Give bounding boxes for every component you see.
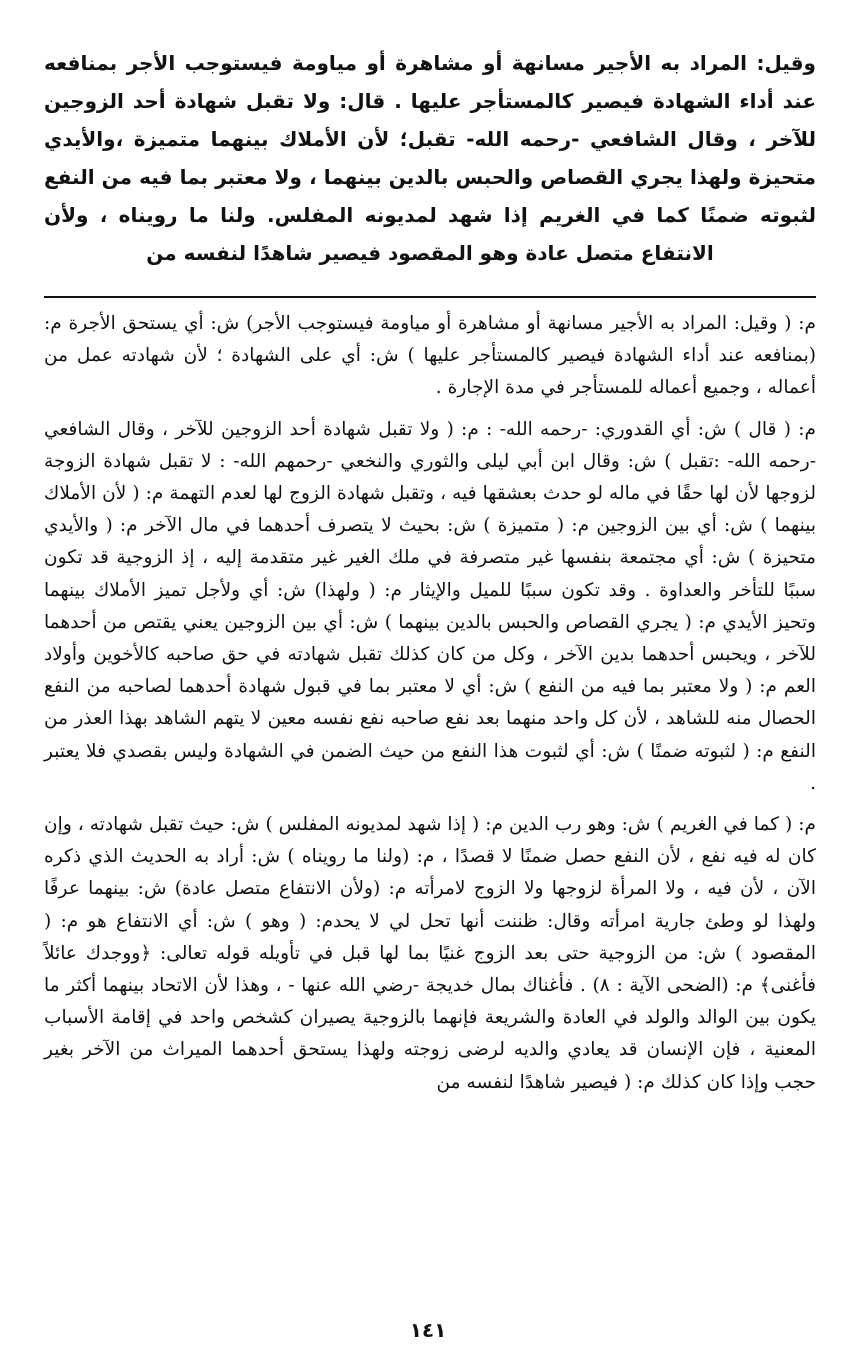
commentary-text: م: ( كما في الغريم ) ش: وهو رب الدين م: ( إذا شهد لمديونه المفلس ) ش: حيث تقبل شهادته ، وإن كان له فيه نفع ، لأن النفع حصل ضمنًا لا قصدًا ، م: (ولنا ما رويناه ) ش: أراد به الحديث الذي ذكره الآن ، لأن فيه ، ولا المرأة لزوجها ولا الزوج لامرأته م: (ولأن الانتفاع متصل عادة) ش: بينهما عرفًا ولهذا لو وطئ جارية امرأته وقال: ظننت أنها تحل لي لا يحدم: ( وهو ) ش: أي الانتفاع هو م: ( المقصود ) ش: من الزوجية حتى بعد الزوج غنيًا بما لها قبل في تأويله قوله تعالى: ﴿ووجدك عائلاً فأغنى﴾ م: (الضحى الآية : ٨) . فأغناك بمال خديجة -رضي الله عنها - ، وهذا لأن الاتحاد بينهما أكثر ما يكون بين الوالد والولد في العادة والشريعة فإنهما بالزوجية يصيران كشخص واحد في إقامة الأسباب المعنية ، فإن الإنسان قد يعادي والديه لرضى زوجته ولهذا يستحق أحدهما الميراث من الآخر بغير حجب وإذا كان كذلك م: ( فيصير شاهدًا لنفسه من [44,814,816,1093]
commentary-block [44,308,816,1108]
main-text-block [44,44,816,272]
commentary-paragraph [44,414,816,800]
page-number: ١٤١ [409,1318,447,1342]
commentary-paragraph [44,308,816,405]
commentary-paragraph [44,809,816,1099]
separator-line [44,296,816,298]
main-text: وقيل: المراد به الأجير مسانهة أو مشاهرة أو مياومة فيستوجب الأجر بمنافعه عند أداء الشهادة فيصير كالمستأجر عليها . قال: ولا تقبل شهادة أحد الزوجين للآخر ، وقال الشافعي -رحمه الله- تقبل؛ لأن الأملاك بينهما متميزة ،والأيدي متحيزة ولهذا يجري القصاص والحبس بالدين بينهما ، ولا معتبر بما فيه من النفع لثبوته ضمنًا كما في الغريم إذا شهد لمديونه المفلس. ولنا ما رويناه ، ولأن الانتفاع متصل عادة وهو المقصود فيصير شاهدًا لنفسه من [44,51,816,265]
commentary-text: م: ( وقيل: المراد به الأجير مسانهة أو مشاهرة أو مياومة فيستوجب الأجر) ش: أي يستحق الأجرة م: (بمنافعه عند أداء الشهادة فيصير كالمستأجر عليها ) ش: أي على الشهادة ؛ لأن شهادته عمل من أعماله ، وجميع أعماله للمستأجر في مدة الإجارة . [44,313,816,399]
commentary-text: م: ( قال ) ش: أي القدوري: -رحمه الله- : م: ( ولا تقبل شهادة أحد الزوجين للآخر ، وقال الشافعي -رحمه الله- :تقبل ) ش: وقال ابن أبي ليلى والثوري والنخعي -رحمهم الله- : لا تقبل شهادة الزوجة لزوجها لأن لها حقًا في ماله لو حدث بعشقها فيه ، وتقبل شهادة الزوج لها لعدم التهمة م: ( لأن الأملاك بينهما ) ش: أي بين الزوجين م: ( متميزة ) ش: بحيث لا يتصرف أحدهما في مال الآخر م: ( والأيدي متحيزة ) ش: أي مجتمعة بنفسها غير متصرفة في ملك الغير غير متقدمة إليه ، إذ الزوجية قد تكون سببًا للتأخر والعداوة . وقد تكون سببًا للميل والإيثار م: ( ولهذا) ش: أي ولأجل تميز الأملاك بينهما وتحيز الأيدي م: ( يجري القصاص والحبس بالدين بينهما ) ش: أي بين الزوجين يعني يقتص من أحدهما للآخر ، ويحبس أحدهما بدين الآخر ، وكل من كان كذلك تقبل شهادته في حق صاحبه كالأخوين وأولاد العم م: ( ولا معتبر بما فيه من النفع ) ش: أي لا معتبر بما في قبول شهادة أحدهما لصاحبه من النفع الحصال منه للشاهد ، لأن كل واحد منهما بعد نفع صاحبه نفع نفسه معين لا يتهم الشاهد بهذا العذر من النفع م: ( لثبوته ضمنًا ) ش: أي لثبوت هذا النفع من حيث الضمن في الشهادة وليس بقصدي فلا يعتبر . [44,418,816,794]
